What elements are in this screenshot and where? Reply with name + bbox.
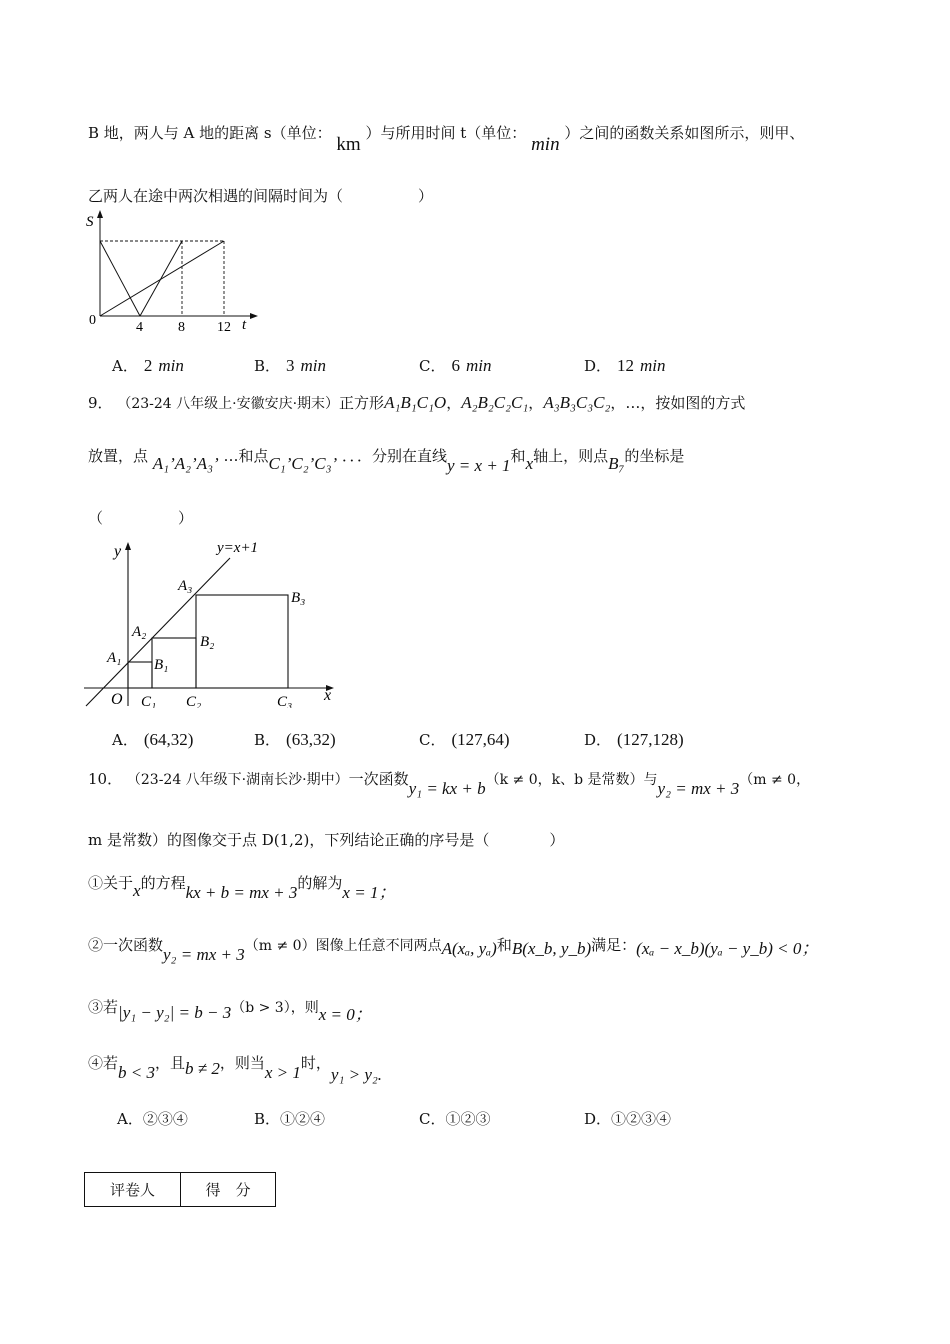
option-letter: D． <box>584 731 612 749</box>
statement-text: ③若 <box>88 998 119 1016</box>
option-value: (63,32) <box>286 730 336 749</box>
statement-text: ①关于 <box>88 874 134 892</box>
points-c: C₁’C₂’C₃’ <box>268 454 338 473</box>
option-letter: D． <box>584 357 612 375</box>
point-label-b3: B₃ <box>291 590 306 606</box>
question-number: 9． <box>88 394 113 412</box>
statement-text: ②一次函数 <box>88 936 164 954</box>
q10-text: （k ≠ 0，k、b 是常数）与 <box>485 772 658 788</box>
reviewer-cell: 评卷人 <box>85 1173 181 1207</box>
option-value: (64,32) <box>143 730 194 749</box>
point-label-a2: A₂ <box>132 624 147 640</box>
q10-statement-1 <box>88 868 396 902</box>
tick-label: 4 <box>136 320 143 335</box>
q10-statement-2 <box>88 930 819 964</box>
origin-label: 0 <box>89 313 96 328</box>
square-1: A₁B₁C₁O <box>384 393 447 412</box>
condition: |y₁ − y₂| = b − 3 <box>118 1003 232 1022</box>
q9-option-a[interactable] <box>112 729 193 750</box>
point-b: B(x_b, y_b) <box>511 939 592 958</box>
option-unit: min <box>465 356 492 375</box>
option-value: ①②③ <box>445 1110 491 1128</box>
option-letter: B． <box>254 357 281 375</box>
option-letter: A． <box>112 357 138 375</box>
statement-text: 和 <box>496 936 512 954</box>
option-letter: C． <box>419 1110 446 1128</box>
option-letter: B． <box>254 1110 281 1128</box>
option-letter: B． <box>254 731 281 749</box>
option-value: (127,128) <box>617 730 684 749</box>
option-value: ①②④ <box>280 1110 326 1128</box>
unit-min: min <box>531 134 560 155</box>
line-equation: y = x + 1 <box>447 456 511 475</box>
option-value: ①②③④ <box>611 1110 672 1128</box>
condition: b < 3 <box>118 1063 155 1082</box>
option-letter: A． <box>112 731 138 749</box>
q9-line2 <box>88 445 685 475</box>
option-unit: min <box>158 356 184 375</box>
q9-text: ，…，按如图的方式 <box>610 394 746 412</box>
axis-label-s: S <box>86 214 94 230</box>
solution: x = 1； <box>342 883 396 902</box>
q8-option-a[interactable] <box>112 355 184 376</box>
axis-label-x: x <box>324 687 332 704</box>
q10-option-a[interactable] <box>117 1108 188 1129</box>
q8-graph <box>82 210 272 335</box>
statement-text: ，则当 <box>219 1054 265 1072</box>
equation: kx + b = mx + 3 <box>185 883 298 902</box>
axis-name: x <box>525 454 534 473</box>
statement-text: ④若 <box>88 1054 119 1072</box>
tick-label: 8 <box>178 320 185 335</box>
option-value: 3 <box>286 356 295 375</box>
statement-text: 时， <box>300 1054 331 1072</box>
q8-text: ）之间的函数关系如图所示，则甲、 <box>564 124 805 142</box>
statement-text: 满足： <box>591 936 637 954</box>
square-2: A₂B₂C₂C₁ <box>461 393 529 412</box>
function-y2: y₂ = mx + 3 <box>163 945 245 964</box>
option-letter: C． <box>419 731 446 749</box>
point-label-a1: A₁ <box>107 650 122 666</box>
score-cell: 得 分 <box>181 1173 276 1207</box>
axis-label-t: t <box>242 317 247 333</box>
q9-option-b[interactable] <box>254 729 336 750</box>
statement-text: （b > 3），则 <box>231 1000 319 1016</box>
unit-km: km <box>336 134 361 155</box>
q10-option-c[interactable] <box>419 1108 491 1129</box>
point-label-b1: B₁ <box>154 657 169 673</box>
square-3: A₃B₃C₃C₂ <box>543 393 611 412</box>
q8-text: B 地，两人与 A 地的距离 s（单位： <box>88 124 332 142</box>
q8-line1 <box>88 122 805 155</box>
statement-text: ，且 <box>155 1054 186 1072</box>
question-source: （23-24 八年级上·安徽安庆·期末） <box>117 396 340 412</box>
q9-text: 轴上，则点 <box>533 447 609 465</box>
q9-option-d[interactable] <box>584 729 684 750</box>
question-source: （23-24 八年级下·湖南长沙·期中） <box>126 772 349 788</box>
inequality: (xₐ − x_b)(yₐ − y_b) < 0； <box>636 939 819 958</box>
score-table <box>84 1172 276 1207</box>
condition: x > 1 <box>264 1063 301 1082</box>
q10-option-b[interactable] <box>254 1108 325 1129</box>
option-unit: min <box>300 356 327 375</box>
q8-option-c[interactable] <box>419 355 491 376</box>
q8-line2: 乙两人在途中两次相遇的间隔时间为（ ） <box>88 187 434 205</box>
math-x: x <box>133 881 141 900</box>
q10-line2: m 是常数）的图像交于点 D(1,2)，下列结论正确的序号是（ ） <box>88 831 565 849</box>
option-value: 12 <box>617 356 635 375</box>
q9-line1: 9． （23-24 八年级上·安徽安庆·期末）正方形A₁B₁C₁O，A₂B₂C₂C₁，A₃B₃C₃C₂，…，按如图的方式 <box>88 393 746 412</box>
q10-option-d[interactable] <box>584 1108 671 1129</box>
option-letter: C． <box>419 357 446 375</box>
point-label-c1: C₁ <box>141 694 157 708</box>
q9-option-c[interactable] <box>419 729 510 750</box>
origin-label: O <box>111 691 123 708</box>
q8-option-b[interactable] <box>254 355 326 376</box>
conclusion: y₁ > y₂. <box>330 1065 383 1084</box>
axis-label-y: y <box>114 543 122 560</box>
q9-line3: （ ） <box>88 509 194 527</box>
q9-text: ．．．分别在直线 <box>341 447 447 465</box>
question-number: 10． <box>88 770 123 788</box>
q9-text: 和 <box>510 447 526 465</box>
q8-text: ）与所用时间 t（单位： <box>365 124 527 142</box>
option-value: ②③④ <box>142 1110 188 1128</box>
point-b7: B₇ <box>608 454 625 473</box>
points-a: A₁’A₂’A₃’ <box>152 454 219 473</box>
q10-text: （m ≠ 0， <box>739 772 811 788</box>
conclusion: x = 0； <box>318 1005 372 1024</box>
option-value: (127,64) <box>451 730 510 749</box>
point-a: A(xₐ, yₐ) <box>441 939 497 958</box>
condition: b ≠ 2 <box>185 1059 220 1078</box>
option-value: 2 <box>143 356 153 375</box>
q9-text: …和点 <box>223 447 269 465</box>
q10-text: 一次函数 <box>348 770 409 788</box>
option-letter: A． <box>117 1110 143 1128</box>
q10-statement-3 <box>88 992 372 1024</box>
q9-text: 放置，点 <box>88 447 149 465</box>
q8-option-d[interactable] <box>584 355 666 376</box>
q9-text: 正方形 <box>339 394 385 412</box>
option-letter: D． <box>584 1110 612 1128</box>
point-label-c3: C₃ <box>277 694 293 708</box>
statement-text: 的解为 <box>297 874 343 892</box>
function-y1: y₁ = kx + b <box>408 779 486 798</box>
option-unit: min <box>640 356 666 375</box>
point-label-b2: B₂ <box>200 634 215 650</box>
q9-text: 的坐标是 <box>624 447 685 465</box>
tick-label: 12 <box>217 320 231 335</box>
point-label-c2: C₂ <box>186 694 202 708</box>
q9-figure <box>84 538 354 708</box>
statement-text: 的方程 <box>140 874 186 892</box>
point-label-a3: A₃ <box>178 578 193 594</box>
line-label: y=x+1 <box>217 540 259 556</box>
statement-text: （m ≠ 0）图像上任意不同两点 <box>244 938 442 954</box>
q10-statement-4 <box>88 1052 383 1084</box>
function-y2: y₂ = mx + 3 <box>657 779 740 798</box>
option-value: 6 <box>451 356 460 375</box>
q10-line1 <box>88 768 811 798</box>
